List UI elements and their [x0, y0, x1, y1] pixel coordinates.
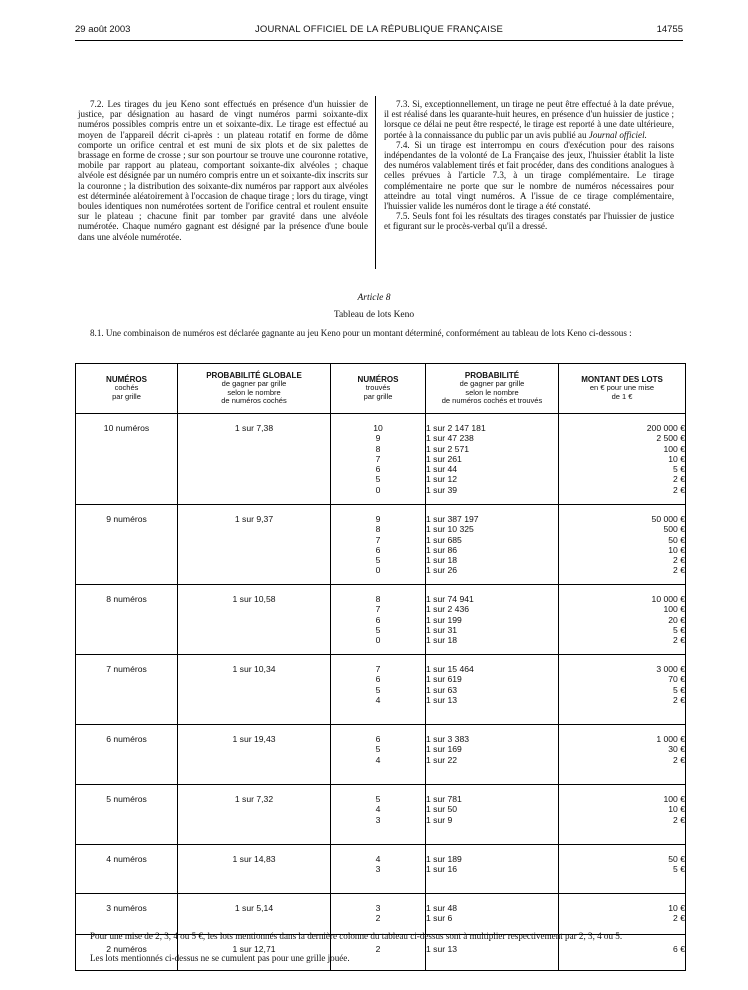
montant-cell-value: 10 €: [668, 453, 685, 464]
numeros-trouves-cell-value: 5: [375, 744, 381, 755]
montant-cell-value: 5 €: [673, 624, 685, 635]
journal-officiel-italic: Journal officiel.: [588, 129, 647, 140]
probabilite-cell-value: 1 sur 74 941: [426, 594, 474, 604]
column-divider: [375, 96, 376, 269]
montant-cell-value: 100 €: [663, 604, 685, 615]
paragraph-7-2: 7.2. Les tirages du jeu Keno sont effectués en présence d'un huissier de justice, par désignation au hasard de vingt numéros parmi soixante-dix numéros possibles compris entre un et soixante-dix. Le tirage est effectué au moyen de l'appareil décrit ci-après : un plateau rotatif en forme de dôme comporte un orifice central et est muni de six plots et de six palettes de brassage en forme de crosse ; sur son pourtour se trouve une couronne rotative, mobile par rapport au plateau, comportant soixante-dix alvéoles ; chaque alvéole est désignée par un numéro compris entre un et soixante-dix inscrits sur la couronne ; la distribution des soixante-dix numéros par rapport aux alvéoles est déterminée aléatoirement à l'occasion de chaque tirage ; lors du tirage, vingt boules identiques non numérotées sortent de l'orifice central et roulent ensuite sur le plateau ; chacune finit par tomber par gravité dans une alvéole numérotée. Chaque numéro gagnant est désigné par la présence d'une boule dans une alvéole numérotée.: [78, 99, 368, 242]
montant-cell-value: 5 €: [673, 864, 685, 875]
probabilite-globale-cell-value: 1 sur 9,37: [234, 514, 274, 524]
header-main: PROBABILITÉ: [464, 370, 520, 380]
montant-cell-value: 70 €: [668, 674, 685, 685]
probabilite-cell: [426, 505, 559, 585]
header-page-number: 14755: [656, 24, 683, 35]
intro-paragraph: 8.1. Une combinaison de numéros est déclarée gagnante au jeu Keno pour un montant déterminé, conformément au tableau de lots Keno ci-dessous :: [90, 328, 632, 338]
montant-cell-value: 2 €: [673, 754, 685, 765]
montant-cell-value: 30 €: [668, 744, 685, 755]
probabilite-cell-value: 1 sur 261: [426, 453, 462, 464]
numeros-trouves-cell-value: 6: [375, 674, 381, 685]
montant-cell-value: 2 €: [673, 565, 685, 576]
paragraph-7-5: 7.5. Seuls font foi les résultats des tirages constatés par l'huissier de justice et figurant sur le procès-verbal qu'il a dressé.: [384, 211, 674, 232]
header-sub: de gagner par grille: [221, 379, 287, 389]
numeros-trouves-cell-value: 3: [375, 814, 381, 825]
table-row: [76, 845, 686, 894]
numeros-trouves-cell-value: 5: [375, 794, 381, 804]
header-date: 29 août 2003: [75, 24, 131, 35]
probabilite-cell: [426, 894, 559, 935]
table-title: Tableau de lots Keno: [333, 310, 415, 320]
left-column: [78, 99, 368, 242]
montant-cell: [559, 725, 686, 785]
header-main: PROBABILITÉ GLOBALE: [206, 370, 302, 380]
montant-cell-value: 5 €: [673, 684, 685, 695]
header-montant-des-lots: [559, 364, 686, 414]
montant-cell-value: 10 000 €: [651, 594, 685, 604]
table-row: [76, 585, 686, 655]
right-column: [384, 99, 674, 232]
montant-cell: [559, 845, 686, 894]
numeros-trouves-cell-value: 6: [375, 544, 381, 555]
table-header-row: [76, 364, 686, 414]
montant-cell-value: 3 000 €: [656, 664, 685, 674]
probabilite-cell-value: 1 sur 39: [426, 484, 458, 495]
probabilite-cell-value: 1 sur 199: [426, 614, 462, 625]
numeros-coches-cell: [76, 414, 178, 505]
probabilite-cell: [426, 785, 559, 845]
probabilite-globale-cell-value: 1 sur 5,14: [234, 903, 274, 913]
numeros-trouves-cell-value: 8: [375, 524, 381, 535]
probabilite-cell-value: 1 sur 13: [426, 944, 458, 954]
numeros-trouves-cell-value: 3: [375, 903, 381, 913]
probabilite-cell-value: 1 sur 685: [426, 534, 462, 545]
numeros-trouves-cell-value: 8: [375, 594, 381, 604]
numeros-trouves-cell-value: 0: [375, 484, 381, 495]
probabilite-cell-value: 1 sur 387 197: [426, 514, 479, 524]
header-title: JOURNAL OFFICIEL DE LA RÉPUBLIQUE FRANÇAISE: [254, 24, 504, 35]
probabilite-globale-cell: [178, 785, 331, 845]
probabilite-globale-cell: [178, 505, 331, 585]
numeros-trouves-cell-value: 10: [373, 423, 383, 433]
numeros-trouves-cell-value: 5: [375, 555, 381, 566]
probabilite-cell-value: 1 sur 10 325: [426, 524, 474, 535]
header-numeros-trouves: [331, 364, 426, 414]
paragraph-7-3-text: 7.3. Si, exceptionnellement, un tirage ne peut être effectué à la date prévue, il est réalisé dans les quarante-huit heures, en présence d'un huissier de justice ; lorsque ce délai ne peut être respecté, le tirage est reporté à une date ultérieure, portée à la connaissance du public par un avis publié au: [384, 99, 674, 140]
header-numeros-coches: [76, 364, 178, 414]
numeros-coches-cell: [76, 785, 178, 845]
numeros-trouves-cell: [331, 655, 426, 725]
numeros-trouves-cell-value: 2: [375, 913, 381, 924]
numeros-coches-cell: [76, 585, 178, 655]
montant-cell-value: 50 000 €: [651, 514, 685, 524]
numeros-trouves-cell-value: 6: [375, 734, 381, 744]
note-non-cumul: Les lots mentionnés ci-dessus ne se cumulent pas pour une grille jouée.: [90, 953, 350, 963]
header-sub: en € pour une mise: [589, 383, 655, 393]
probabilite-cell-value: 1 sur 22: [426, 754, 458, 765]
montant-cell-value: 2 €: [673, 474, 685, 485]
montant-cell-value: 200 000 €: [646, 423, 685, 433]
probabilite-globale-cell-value: 1 sur 19,43: [232, 734, 276, 744]
numeros-trouves-cell: [331, 845, 426, 894]
probabilite-cell-value: 1 sur 86: [426, 544, 458, 555]
montant-cell-value: 500 €: [663, 524, 685, 535]
probabilite-globale-cell-value: 1 sur 12,71: [232, 944, 276, 954]
numeros-coches-cell-value: 10 numéros: [103, 423, 150, 433]
header-probabilite-globale: [178, 364, 331, 414]
probabilite-globale-cell-value: 1 sur 10,34: [232, 664, 276, 674]
numeros-trouves-cell: [331, 894, 426, 935]
numeros-trouves-cell-value: 6: [375, 464, 381, 475]
numeros-trouves-cell: [331, 505, 426, 585]
numeros-trouves-cell-value: 7: [375, 534, 381, 545]
header-rule: [75, 40, 683, 41]
montant-cell: [559, 894, 686, 935]
numeros-trouves-cell: [331, 725, 426, 785]
numeros-coches-cell-value: 7 numéros: [106, 664, 147, 674]
probabilite-cell-value: 1 sur 9: [426, 814, 453, 825]
montant-cell-value: 2 €: [673, 484, 685, 495]
page-header: [75, 22, 683, 38]
montant-cell-value: 2 500 €: [656, 433, 685, 444]
montant-cell-value: 10 €: [668, 544, 685, 555]
table-row: [76, 894, 686, 935]
probabilite-cell-value: 1 sur 26: [426, 565, 458, 576]
probabilite-cell-value: 1 sur 189: [426, 854, 462, 864]
numeros-coches-cell: [76, 505, 178, 585]
montant-cell-value: 50 €: [668, 534, 685, 545]
article-heading: Article 8: [357, 293, 391, 303]
probabilite-cell-value: 1 sur 15 464: [426, 664, 474, 674]
montant-cell: [559, 505, 686, 585]
table-body: [76, 414, 686, 971]
numeros-trouves-cell-value: 4: [375, 854, 381, 864]
table-row: [76, 505, 686, 585]
numeros-trouves-cell-value: 4: [375, 754, 381, 765]
paragraph-7-3: [384, 99, 674, 140]
numeros-trouves-cell-value: 7: [375, 453, 381, 464]
numeros-coches-cell-value: 2 numéros: [106, 944, 147, 954]
header-sub: cochés: [114, 383, 139, 393]
numeros-trouves-cell: [331, 585, 426, 655]
numeros-trouves-cell-value: 9: [375, 514, 381, 524]
numeros-coches-cell-value: 9 numéros: [106, 514, 147, 524]
numeros-trouves-cell-value: 5: [375, 624, 381, 635]
numeros-trouves-cell-value: 5: [375, 684, 381, 695]
table-row: [76, 785, 686, 845]
header-sub: de gagner par grille: [459, 379, 525, 389]
probabilite-globale-cell: [178, 894, 331, 935]
probabilite-cell: [426, 845, 559, 894]
header-main: NUMÉROS: [357, 375, 399, 385]
numeros-coches-cell: [76, 725, 178, 785]
numeros-trouves-cell-value: 4: [375, 804, 381, 815]
probabilite-cell-value: 1 sur 44: [426, 464, 458, 475]
numeros-trouves-cell-value: 0: [375, 635, 381, 646]
numeros-coches-cell-value: 6 numéros: [106, 734, 147, 744]
montant-cell: [559, 655, 686, 725]
numeros-trouves-cell: [331, 785, 426, 845]
header-sub: de numéros cochés: [221, 395, 287, 405]
probabilite-cell-value: 1 sur 48: [426, 903, 458, 913]
numeros-coches-cell: [76, 845, 178, 894]
montant-cell-value: 1 000 €: [656, 734, 685, 744]
probabilite-globale-cell: [178, 725, 331, 785]
probabilite-globale-cell-value: 1 sur 7,32: [234, 794, 274, 804]
probabilite-globale-cell-value: 1 sur 14,83: [232, 854, 276, 864]
probabilite-cell-value: 1 sur 6: [426, 913, 453, 924]
header-sub: selon le nombre: [465, 387, 519, 397]
probabilite-cell-value: 1 sur 47 238: [426, 433, 474, 444]
probabilite-cell-value: 1 sur 3 383: [426, 734, 469, 744]
header-sub: par grille: [363, 391, 393, 401]
montant-cell-value: 20 €: [668, 614, 685, 625]
montant-cell-value: 2 €: [673, 555, 685, 566]
numeros-trouves-cell-value: 4: [375, 694, 381, 705]
numeros-coches-cell-value: 5 numéros: [106, 794, 147, 804]
probabilite-cell-value: 1 sur 2 436: [426, 604, 469, 615]
montant-cell-value: 50 €: [668, 854, 685, 864]
probabilite-cell-value: 1 sur 16: [426, 864, 458, 875]
probabilite-cell-value: 1 sur 18: [426, 555, 458, 566]
header-sub: selon le nombre: [227, 387, 281, 397]
probabilite-globale-cell: [178, 414, 331, 505]
numeros-trouves-cell-value: 0: [375, 565, 381, 576]
probabilite-globale-cell: [178, 655, 331, 725]
numeros-coches-cell: [76, 655, 178, 725]
numeros-coches-cell-value: 8 numéros: [106, 594, 147, 604]
note-mise-multiplier: Pour une mise de 2, 3, 4 ou 5 €, les lots mentionnés dans la dernière colonne du tableau ci-dessus sont à multiplier respectivement par 2, 3, 4 ou 5.: [90, 931, 623, 941]
montant-cell-value: 6 €: [673, 944, 685, 954]
header-sub: trouvés: [365, 383, 391, 393]
probabilite-globale-cell: [178, 845, 331, 894]
numeros-coches-cell: [76, 894, 178, 935]
numeros-trouves-cell-value: 9: [375, 433, 381, 444]
probabilite-cell-value: 1 sur 2 147 181: [426, 423, 486, 433]
probabilite-globale-cell: [178, 585, 331, 655]
header-probabilite: [426, 364, 559, 414]
numeros-trouves-cell-value: 8: [375, 443, 381, 454]
probabilite-cell-value: 1 sur 169: [426, 744, 462, 755]
probabilite-cell: [426, 655, 559, 725]
probabilite-cell-value: 1 sur 13: [426, 694, 458, 705]
paragraph-7-4: 7.4. Si un tirage est interrompu en cours d'exécution pour des raisons indépendantes de la volonté de La Française des jeux, l'huissier établit la liste des numéros valablement tirés et fait procéder, dans des conditions analogues à celles prévues à l'article 7.3, à un tirage complémentaire. Le tirage complémentaire ne porte que sur le nombre de numéros nécessaires pour atteindre au total vingt numéros. A l'issue de ce tirage complémentaire, l'huissier valide les numéros dont le tirage a été constaté.: [384, 139, 674, 212]
table-row: [76, 655, 686, 725]
header-main: NUMÉROS: [106, 375, 147, 385]
montant-cell-value: 2 €: [673, 814, 685, 825]
table-row: [76, 725, 686, 785]
probabilite-cell: [426, 414, 559, 505]
montant-cell-value: 2 €: [673, 913, 685, 924]
probabilite-cell-value: 1 sur 63: [426, 684, 458, 695]
montant-cell-value: 10 €: [668, 804, 685, 815]
table-row: [76, 414, 686, 505]
numeros-trouves-cell-value: 5: [375, 474, 381, 485]
header-main: MONTANT DES LOTS: [581, 375, 663, 385]
numeros-trouves-cell-value: 3: [375, 864, 381, 875]
numeros-trouves-cell: [331, 414, 426, 505]
probabilite-cell-value: 1 sur 31: [426, 624, 458, 635]
montant-cell: [559, 414, 686, 505]
montant-cell-value: 100 €: [663, 443, 685, 454]
montant-cell: [559, 785, 686, 845]
montant-cell-value: 2 €: [673, 635, 685, 646]
montant-cell-value: 5 €: [673, 464, 685, 475]
probabilite-cell-value: 1 sur 12: [426, 474, 458, 485]
montant-cell: [559, 585, 686, 655]
probabilite-cell: [426, 725, 559, 785]
probabilite-cell-value: 1 sur 18: [426, 635, 458, 646]
header-sub: de numéros cochés et trouvés: [441, 395, 543, 405]
montant-cell-value: 100 €: [663, 794, 685, 804]
probabilite-cell: [426, 585, 559, 655]
montant-cell-value: 2 €: [673, 694, 685, 705]
probabilite-cell-value: 1 sur 50: [426, 804, 458, 815]
probabilite-cell-value: 1 sur 781: [426, 794, 462, 804]
keno-prize-table: [75, 363, 686, 971]
numeros-coches-cell-value: 4 numéros: [106, 854, 147, 864]
probabilite-cell-value: 1 sur 619: [426, 674, 462, 685]
header-sub: par grille: [112, 391, 141, 401]
probabilite-globale-cell-value: 1 sur 7,38: [234, 423, 274, 433]
header-sub: de 1 €: [611, 391, 633, 401]
numeros-trouves-cell-value: 2: [375, 944, 381, 954]
numeros-trouves-cell-value: 7: [375, 664, 381, 674]
numeros-coches-cell-value: 3 numéros: [106, 903, 147, 913]
probabilite-cell-value: 1 sur 2 571: [426, 443, 469, 454]
numeros-trouves-cell-value: 6: [375, 614, 381, 625]
probabilite-globale-cell-value: 1 sur 10,58: [232, 594, 276, 604]
montant-cell-value: 10 €: [668, 903, 685, 913]
numeros-trouves-cell-value: 7: [375, 604, 381, 615]
